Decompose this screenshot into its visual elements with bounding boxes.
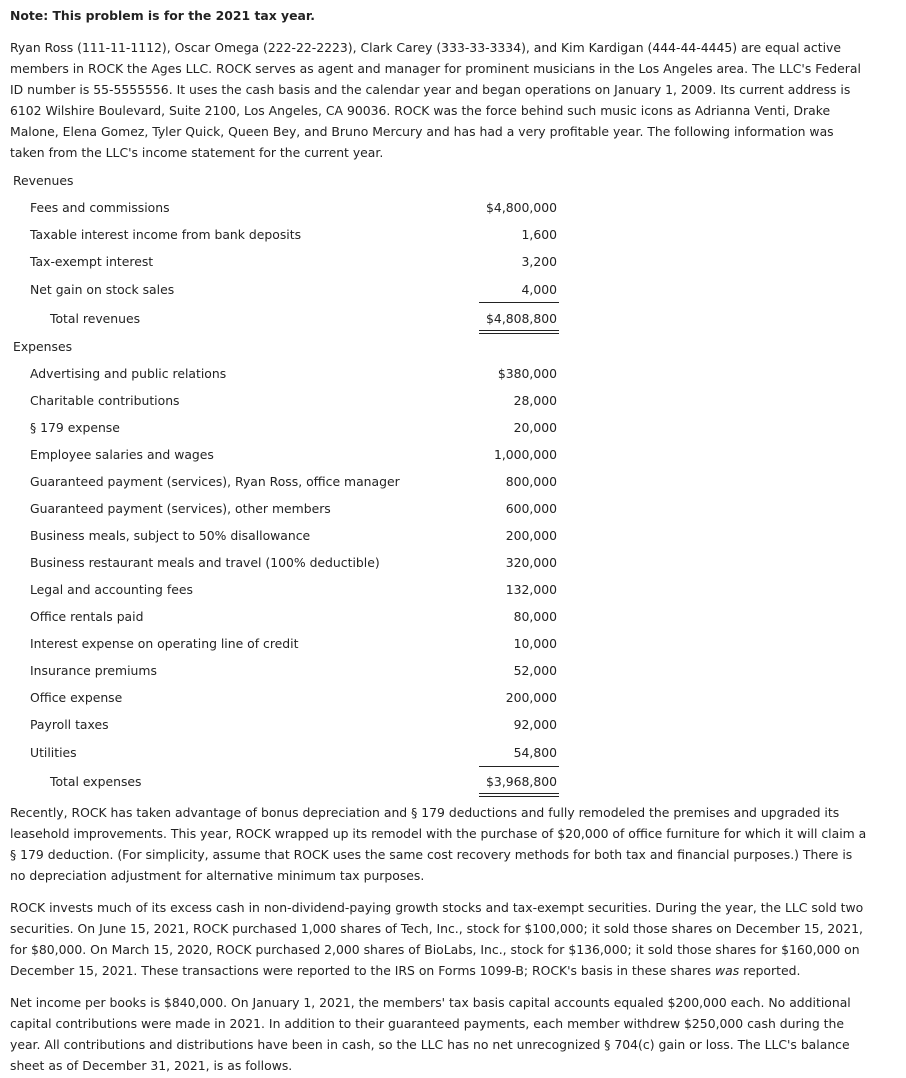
expense-row bbox=[10, 499, 570, 519]
expense-label: Interest expense on operating line of credit bbox=[30, 636, 299, 651]
expense-label: Charitable contributions bbox=[30, 393, 180, 408]
expense-row bbox=[10, 445, 570, 465]
revenue-label: Fees and commissions bbox=[30, 200, 170, 215]
subtotal-rule bbox=[479, 302, 559, 303]
total-double-rule bbox=[479, 793, 559, 797]
total-expenses-amount: $3,968,800 bbox=[486, 774, 557, 789]
revenues-heading: Revenues bbox=[13, 173, 74, 188]
revenue-amount: 4,000 bbox=[521, 282, 557, 297]
expense-label: Insurance premiums bbox=[30, 663, 157, 678]
expense-amount: 200,000 bbox=[505, 528, 557, 543]
expense-row bbox=[10, 526, 570, 546]
expense-row bbox=[10, 688, 570, 708]
expense-label: Office rentals paid bbox=[30, 609, 144, 624]
expense-label: Legal and accounting fees bbox=[30, 582, 193, 597]
securities-paragraph-emphasis: was bbox=[715, 963, 740, 978]
expense-label: Employee salaries and wages bbox=[30, 447, 214, 462]
expense-label: Business meals, subject to 50% disallowance bbox=[30, 528, 311, 543]
expense-row bbox=[10, 580, 570, 600]
revenue-amount: 3,200 bbox=[521, 254, 557, 269]
expense-label: Payroll taxes bbox=[30, 717, 109, 732]
expense-label: Advertising and public relations bbox=[30, 366, 227, 381]
expense-label: Business restaurant meals and travel (100% deductible) bbox=[30, 555, 380, 570]
total-revenues-row bbox=[10, 309, 570, 329]
expense-amount: 200,000 bbox=[505, 690, 557, 705]
expense-label: Office expense bbox=[30, 690, 123, 705]
revenue-label: Taxable interest income from bank deposits bbox=[30, 227, 302, 242]
expense-amount: 800,000 bbox=[505, 474, 557, 489]
expense-row bbox=[10, 364, 570, 384]
expense-amount: 320,000 bbox=[505, 555, 557, 570]
expense-amount: $380,000 bbox=[497, 366, 557, 381]
expense-amount: 20,000 bbox=[513, 420, 557, 435]
expense-row bbox=[10, 715, 570, 735]
revenue-label: Net gain on stock sales bbox=[30, 282, 175, 297]
expense-row bbox=[10, 472, 570, 492]
expense-row bbox=[10, 418, 570, 438]
expense-row bbox=[10, 553, 570, 573]
expense-label: § 179 expense bbox=[30, 420, 120, 435]
capital-accounts-paragraph: Net income per books is $840,000. On January 1, 2021, the members' tax basis capital accounts equaled $200,000 each. No additional capital contributions were made in 2021. In addition to their guaranteed payments, each member withdrew $250,000 cash during the year. All contributions and distributions have been in cash, so the LLC has no net unrecognized § 704(c) gain or loss. The LLC's balance sheet as of December 31, 2021, is as follows. bbox=[10, 995, 851, 1073]
expense-row bbox=[10, 743, 570, 763]
securities-paragraph bbox=[10, 897, 870, 981]
expense-row bbox=[10, 661, 570, 681]
expense-amount: 54,800 bbox=[513, 745, 557, 760]
revenue-row bbox=[10, 252, 570, 272]
expense-amount: 10,000 bbox=[513, 636, 557, 651]
securities-paragraph-end: reported. bbox=[739, 963, 801, 978]
expense-row bbox=[10, 607, 570, 627]
revenue-label: Tax-exempt interest bbox=[30, 254, 154, 269]
total-expenses-label: Total expenses bbox=[50, 774, 142, 789]
expense-amount: 132,000 bbox=[505, 582, 557, 597]
expense-row bbox=[10, 634, 570, 654]
intro-paragraph: Ryan Ross (111-11-1112), Oscar Omega (222-22-2223), Clark Carey (333-33-3334), and Kim Kardigan (444-44-4445) are equal active members in ROCK the Ages LLC. ROCK serves as agent and manager for prominent musicians in the Los Angeles area. The LLC's Federal ID number is 55-5555556. It uses the cash basis and the calendar year and began operations on January 1, 2009. Its current address is 6102 Wilshire Boulevard, Suite 2100, Los Angeles, CA 90036. ROCK was the force behind such music icons as Adrianna Venti, Drake Malone, Elena Gomez, Tyler Quick, Queen Bey, and Bruno Mercury and has had a very profitable year. The following information was taken from the LLC's income statement for the current year. bbox=[10, 40, 861, 160]
expense-row bbox=[10, 391, 570, 411]
expense-amount: 52,000 bbox=[513, 663, 557, 678]
subtotal-rule bbox=[479, 766, 559, 767]
revenue-row bbox=[10, 225, 570, 245]
total-revenues-amount: $4,808,800 bbox=[486, 311, 557, 326]
revenues-heading-row bbox=[10, 171, 570, 191]
tax-year-note: Note: This problem is for the 2021 tax year. bbox=[10, 8, 315, 23]
expense-amount: 80,000 bbox=[513, 609, 557, 624]
expense-label: Guaranteed payment (services), other members bbox=[30, 501, 331, 516]
revenue-row bbox=[10, 280, 570, 300]
revenue-amount: 1,600 bbox=[521, 227, 557, 242]
expense-amount: 92,000 bbox=[513, 717, 557, 732]
total-double-rule bbox=[479, 330, 559, 334]
expenses-heading-row bbox=[10, 337, 570, 357]
revenue-row bbox=[10, 198, 570, 218]
expenses-heading: Expenses bbox=[13, 339, 73, 354]
securities-paragraph-text: ROCK invests much of its excess cash in non-dividend-paying growth stocks and tax-exempt securities. During the year, the LLC sold two securities. On June 15, 2021, ROCK purchased 1,000 shares of Tech, Inc., stock for $100,000; it sold those shares on December 15, 2021, for $80,000. On March 15, 2020, ROCK purchased 2,000 shares of BioLabs, Inc., stock for $136,000; it sold those shares for $160,000 on December 15, 2021. These transactions were reported to the IRS on Forms 1099-B; ROCK's basis in these shares bbox=[10, 900, 864, 978]
depreciation-paragraph: Recently, ROCK has taken advantage of bonus depreciation and § 179 deductions and fully remodeled the premises and upgraded its leasehold improvements. This year, ROCK wrapped up its remodel with the purchase of $20,000 of office furniture for which it will claim a § 179 deduction. (For simplicity, assume that ROCK uses the same cost recovery methods for both tax and financial purposes.) There is no depreciation adjustment for alternative minimum tax purposes. bbox=[10, 805, 867, 883]
total-expenses-row bbox=[10, 772, 570, 792]
expense-label: Guaranteed payment (services), Ryan Ross, office manager bbox=[30, 474, 400, 489]
expense-amount: 28,000 bbox=[513, 393, 557, 408]
expense-amount: 1,000,000 bbox=[493, 447, 557, 462]
total-revenues-label: Total revenues bbox=[50, 311, 141, 326]
expense-label: Utilities bbox=[30, 745, 77, 760]
revenue-amount: $4,800,000 bbox=[486, 200, 557, 215]
expense-amount: 600,000 bbox=[505, 501, 557, 516]
